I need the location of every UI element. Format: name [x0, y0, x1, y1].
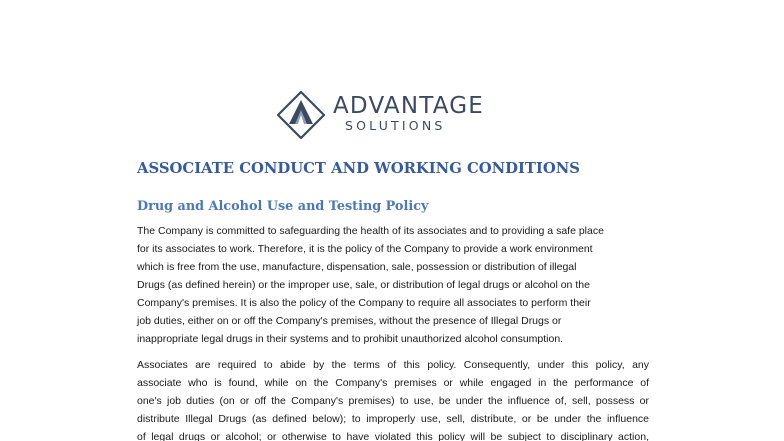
logo-brand-text: ADVANTAGE	[333, 93, 484, 119]
company-logo	[277, 91, 503, 139]
paragraph-line: The Company is committed to safeguarding the health of its associates and to providing a safe place	[137, 225, 604, 237]
paragraph-line: job duties, either on or off the Company's premises, without the presence of Illegal Drugs or	[137, 315, 562, 327]
paragraph-line: of legal drugs or alcohol; or otherwise to have violated this policy will be subject to disciplinary action,	[137, 431, 649, 441]
logo-sub-text: SOLUTIONS	[345, 118, 446, 133]
paragraph-line: inappropriate legal drugs in their systems and to prohibit unauthorized alcohol consumption.	[137, 333, 564, 345]
subsection-title: Drug and Alcohol Use and Testing Policy	[137, 199, 429, 214]
paragraph-line: for its associates to work. Therefore, it is the policy of the Company to provide a work environment	[137, 243, 593, 255]
paragraph-line: Drugs (as defined herein) or the improper use, sale, or distribution of legal drugs or alcohol on the	[137, 279, 590, 291]
advantage-logo-icon	[277, 91, 325, 139]
paragraph-line: Associates are required to abide by the terms of this policy. Consequently, under this policy, any	[137, 359, 649, 371]
paragraph-policy-statement	[137, 222, 657, 348]
paragraph-line: distribute Illegal Drugs (as defined below); to improperly use, sell, distribute, or be under the influence	[137, 413, 649, 425]
paragraph-line: associate who is found, while on the Company's premises or while engaged in the performance of	[137, 377, 649, 389]
paragraph-line: Company's premises. It is also the policy of the Company to require all associates to perform their	[137, 297, 591, 309]
section-title: ASSOCIATE CONDUCT AND WORKING CONDITIONS	[137, 160, 580, 177]
paragraph-line: which is free from the use, manufacture, dispensation, sale, possession or distribution of illegal	[137, 261, 577, 273]
paragraph-line: one's job duties (on or off the Company's premises) to use, be under the influence of, sell, possess or	[137, 395, 649, 407]
paragraph-associate-requirements	[137, 356, 657, 441]
